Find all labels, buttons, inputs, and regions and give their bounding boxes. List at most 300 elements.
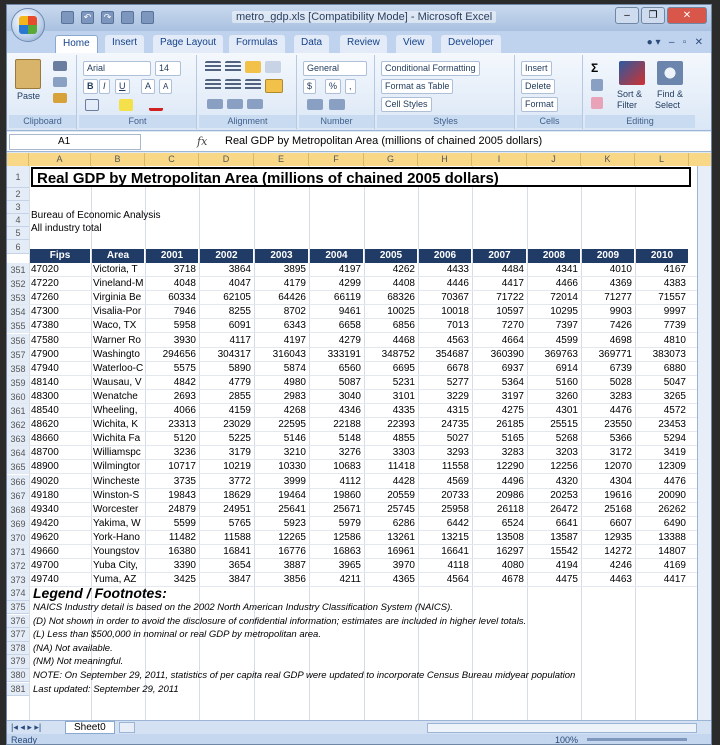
gdp-value-cell[interactable]: 5890 (228, 362, 251, 374)
footnote-text[interactable]: (D) Not shown in order to avoid the disclosure of confidential information; estimates are included in higher level totals. (33, 615, 527, 627)
area-cell[interactable]: Waco, TX (93, 320, 137, 332)
gdp-value-cell[interactable]: 333191 (327, 348, 361, 360)
gdp-value-cell[interactable]: 5366 (609, 433, 632, 445)
gdp-value-cell[interactable]: 3303 (392, 447, 415, 459)
column-header-g[interactable]: G (364, 153, 418, 166)
number-format-select[interactable]: General (303, 61, 367, 76)
row-header[interactable]: 5 (7, 227, 29, 240)
fips-cell[interactable]: 49340 (31, 503, 59, 515)
insert-sheet-icon[interactable] (119, 722, 135, 733)
gdp-value-cell[interactable]: 6678 (446, 362, 469, 374)
row-header[interactable]: 355 (7, 319, 29, 333)
fips-cell[interactable]: 48140 (31, 376, 59, 388)
footnote-text[interactable]: (NA) Not available. (33, 642, 113, 654)
gdp-value-cell[interactable]: 70367 (441, 292, 469, 304)
column-label-area[interactable]: Area (92, 249, 144, 263)
gdp-value-cell[interactable]: 4262 (392, 264, 415, 275)
area-cell[interactable]: Vineland-M (93, 278, 144, 290)
gdp-value-cell[interactable]: 4476 (609, 405, 632, 416)
gdp-value-cell[interactable]: 4304 (609, 475, 632, 487)
format-cells-button[interactable]: Format (521, 97, 558, 112)
footnote-text[interactable]: NAICS Industry detail is based on the 2002 North American Industry Classification System (NAICS). (33, 601, 453, 613)
gdp-value-cell[interactable]: 6880 (663, 362, 686, 374)
gdp-value-cell[interactable]: 26185 (496, 419, 524, 431)
tab-formulas[interactable]: Formulas (229, 35, 285, 53)
gdp-value-cell[interactable]: 4246 (609, 560, 632, 572)
column-header-k[interactable]: K (581, 153, 635, 166)
gdp-value-cell[interactable]: 12309 (658, 461, 686, 473)
gdp-value-cell[interactable]: 14272 (604, 546, 632, 557)
industry-text[interactable]: All industry total (31, 223, 102, 234)
gdp-value-cell[interactable]: 4417 (663, 574, 686, 586)
row-header[interactable]: 362 (7, 418, 29, 432)
gdp-value-cell[interactable]: 26118 (496, 503, 524, 515)
gdp-value-cell[interactable]: 16841 (223, 546, 251, 557)
gdp-value-cell[interactable]: 360390 (490, 348, 524, 360)
conditional-formatting-button[interactable]: Conditional Formatting (381, 61, 480, 76)
gdp-value-cell[interactable]: 4169 (663, 560, 686, 572)
align-middle-icon[interactable] (225, 61, 241, 73)
gdp-value-cell[interactable]: 3293 (446, 447, 469, 459)
gdp-value-cell[interactable]: 5958 (173, 320, 196, 332)
undo-icon[interactable]: ↶ (81, 11, 94, 24)
column-header-i[interactable]: I (472, 153, 527, 166)
legend-title[interactable]: Legend / Footnotes: (33, 585, 167, 602)
gdp-value-cell[interactable]: 5165 (501, 433, 524, 445)
gdp-value-cell[interactable]: 4268 (283, 405, 306, 416)
row-header[interactable]: 364 (7, 446, 29, 460)
gdp-value-cell[interactable]: 15542 (550, 546, 578, 557)
gdp-value-cell[interactable]: 6524 (501, 517, 524, 529)
gdp-value-cell[interactable]: 10295 (550, 306, 578, 318)
row-header[interactable]: 372 (7, 559, 29, 573)
gdp-value-cell[interactable]: 22595 (278, 419, 306, 431)
gdp-value-cell[interactable]: 9997 (663, 306, 686, 318)
gdp-value-cell[interactable]: 24879 (168, 503, 196, 515)
column-header-a[interactable]: A (29, 153, 91, 166)
fips-cell[interactable]: 49660 (31, 546, 59, 557)
footnote-text[interactable]: (L) Less than $500,000 in nominal or real GDP by metropolitan area. (33, 629, 321, 641)
gdp-value-cell[interactable]: 3260 (555, 390, 578, 402)
gdp-value-cell[interactable]: 3283 (501, 447, 524, 459)
gdp-value-cell[interactable]: 5148 (338, 433, 361, 445)
help-controls[interactable]: ● ▾ – ▫ ✕ (646, 37, 703, 48)
gdp-value-cell[interactable]: 3999 (283, 475, 306, 487)
gdp-value-cell[interactable]: 6343 (283, 320, 306, 332)
wrap-text-icon[interactable] (265, 79, 283, 93)
column-label-2003[interactable]: 2003 (255, 249, 308, 263)
area-cell[interactable]: Wausau, V (93, 376, 142, 388)
gdp-value-cell[interactable]: 25671 (333, 503, 361, 515)
gdp-value-cell[interactable]: 14807 (658, 546, 686, 557)
italic-button[interactable]: I (99, 79, 110, 94)
tab-home[interactable]: Home (55, 35, 98, 54)
fips-cell[interactable]: 48300 (31, 390, 59, 402)
gdp-value-cell[interactable]: 6695 (392, 362, 415, 374)
gdp-value-cell[interactable]: 12586 (333, 531, 361, 543)
gdp-value-cell[interactable]: 16380 (168, 546, 196, 557)
gdp-value-cell[interactable]: 3864 (228, 264, 251, 275)
gdp-value-cell[interactable]: 6286 (392, 517, 415, 529)
tab-developer[interactable]: Developer (441, 35, 501, 53)
row-header[interactable]: 378 (7, 642, 29, 656)
fx-icon[interactable]: fx (197, 135, 208, 148)
gdp-value-cell[interactable]: 5979 (338, 517, 361, 529)
gdp-value-cell[interactable]: 6914 (555, 362, 578, 374)
gdp-value-cell[interactable]: 18629 (223, 489, 251, 501)
row-header[interactable]: 363 (7, 432, 29, 446)
grow-font-button[interactable]: A (141, 79, 155, 94)
fips-cell[interactable]: 49740 (31, 574, 59, 586)
column-label-2001[interactable]: 2001 (146, 249, 198, 263)
gdp-value-cell[interactable]: 25745 (387, 503, 415, 515)
gdp-value-cell[interactable]: 5231 (392, 376, 415, 388)
sheet-nav-arrows[interactable]: |◂ ◂ ▸ ▸| (11, 722, 42, 732)
gdp-value-cell[interactable]: 4066 (173, 405, 196, 416)
gdp-value-cell[interactable]: 8255 (228, 306, 251, 318)
column-label-2004[interactable]: 2004 (310, 249, 363, 263)
gdp-value-cell[interactable]: 4211 (339, 574, 361, 586)
gdp-value-cell[interactable]: 4365 (392, 574, 415, 586)
gdp-value-cell[interactable]: 25641 (278, 503, 306, 515)
gdp-value-cell[interactable]: 4779 (228, 376, 251, 388)
gdp-value-cell[interactable]: 4047 (228, 278, 251, 290)
area-cell[interactable]: Virginia Be (93, 292, 142, 304)
gdp-value-cell[interactable]: 5575 (173, 362, 196, 374)
row-header[interactable]: 6 (7, 240, 29, 254)
gdp-value-cell[interactable]: 22188 (333, 419, 361, 431)
area-cell[interactable]: Wenatche (93, 390, 138, 402)
gdp-value-cell[interactable]: 13508 (496, 531, 524, 543)
column-header-e[interactable]: E (254, 153, 309, 166)
fips-cell[interactable]: 49420 (31, 517, 59, 529)
gdp-value-cell[interactable]: 11482 (168, 531, 196, 543)
gdp-value-cell[interactable]: 13587 (550, 531, 578, 543)
gdp-value-cell[interactable]: 20253 (550, 489, 578, 501)
area-cell[interactable]: Visalia-Por (93, 306, 142, 318)
source-text[interactable]: Bureau of Economic Analysis (31, 210, 161, 221)
gdp-value-cell[interactable]: 3229 (446, 390, 469, 402)
gdp-value-cell[interactable]: 19843 (168, 489, 196, 501)
office-button[interactable] (11, 8, 45, 42)
align-bottom-icon[interactable] (245, 61, 261, 73)
gdp-value-cell[interactable]: 8702 (283, 306, 306, 318)
gdp-value-cell[interactable]: 369771 (598, 348, 632, 360)
orientation-icon[interactable] (265, 61, 281, 73)
binoculars-icon[interactable] (657, 61, 683, 85)
fips-cell[interactable]: 49020 (31, 475, 59, 487)
gdp-value-cell[interactable]: 11558 (441, 461, 469, 473)
gdp-value-cell[interactable]: 354687 (435, 348, 469, 360)
area-cell[interactable]: Wincheste (93, 475, 140, 487)
restore-button[interactable]: ❐ (641, 7, 665, 24)
area-cell[interactable]: Yakima, W (93, 517, 141, 529)
gdp-value-cell[interactable]: 26472 (550, 503, 578, 515)
tab-data[interactable]: Data (294, 35, 329, 53)
gdp-value-cell[interactable]: 7426 (609, 320, 632, 332)
gdp-value-cell[interactable]: 3210 (283, 447, 306, 459)
tab-view[interactable]: View (396, 35, 432, 53)
fips-cell[interactable]: 47940 (31, 362, 59, 374)
gdp-value-cell[interactable]: 3735 (173, 475, 196, 487)
gdp-value-cell[interactable]: 4572 (663, 405, 686, 416)
column-label-2005[interactable]: 2005 (365, 249, 417, 263)
fill-color-icon[interactable] (119, 99, 133, 111)
area-cell[interactable]: Victoria, T (93, 264, 138, 275)
row-header[interactable]: 360 (7, 390, 29, 404)
row-header[interactable]: 361 (7, 404, 29, 418)
fips-cell[interactable]: 47020 (31, 264, 59, 275)
gdp-value-cell[interactable]: 4341 (555, 264, 578, 275)
gdp-value-cell[interactable]: 4179 (283, 278, 306, 290)
gdp-value-cell[interactable]: 6856 (392, 320, 415, 332)
gdp-value-cell[interactable]: 19464 (278, 489, 306, 501)
gdp-value-cell[interactable]: 3856 (283, 574, 306, 586)
row-header[interactable]: 375 (7, 601, 29, 615)
area-cell[interactable]: Washingto (93, 348, 140, 360)
column-label-2002[interactable]: 2002 (200, 249, 253, 263)
gdp-value-cell[interactable]: 4315 (446, 405, 469, 416)
gdp-value-cell[interactable]: 9461 (338, 306, 361, 318)
gdp-value-cell[interactable]: 4159 (228, 405, 251, 416)
gdp-value-cell[interactable]: 11588 (223, 531, 251, 543)
gdp-value-cell[interactable]: 3847 (228, 574, 251, 586)
align-center-icon[interactable] (225, 79, 241, 91)
gdp-value-cell[interactable]: 4810 (663, 334, 686, 346)
save-icon[interactable] (61, 11, 74, 24)
increase-indent-icon[interactable] (227, 99, 243, 109)
gdp-value-cell[interactable]: 4468 (392, 334, 415, 346)
gdp-value-cell[interactable]: 304317 (217, 348, 251, 360)
font-size-select[interactable]: 14 (155, 61, 181, 76)
gdp-value-cell[interactable]: 3179 (228, 447, 251, 459)
close-button[interactable]: ✕ (667, 7, 707, 24)
name-box[interactable]: A1 (9, 134, 141, 150)
gdp-value-cell[interactable]: 4463 (609, 574, 632, 586)
gdp-value-cell[interactable]: 2693 (173, 390, 196, 402)
gdp-value-cell[interactable]: 4496 (501, 475, 524, 487)
gdp-value-cell[interactable]: 10219 (223, 461, 251, 473)
gdp-value-cell[interactable]: 4369 (609, 278, 632, 290)
gdp-value-cell[interactable]: 4484 (501, 264, 524, 275)
gdp-value-cell[interactable]: 23453 (658, 419, 686, 431)
gdp-value-cell[interactable]: 6607 (609, 517, 632, 529)
column-header-b[interactable]: B (91, 153, 145, 166)
gdp-value-cell[interactable]: 10330 (278, 461, 306, 473)
area-cell[interactable]: York-Hano (93, 531, 140, 543)
column-label-2010[interactable]: 2010 (636, 249, 688, 263)
gdp-value-cell[interactable]: 3197 (501, 390, 524, 402)
gdp-value-cell[interactable]: 369763 (544, 348, 578, 360)
gdp-value-cell[interactable]: 13261 (387, 531, 415, 543)
filter-label[interactable]: Filter (617, 100, 637, 110)
tab-review[interactable]: Review (340, 35, 387, 53)
gdp-value-cell[interactable]: 6739 (609, 362, 632, 374)
gdp-value-cell[interactable]: 4048 (173, 278, 196, 290)
gdp-value-cell[interactable]: 12935 (604, 531, 632, 543)
column-header-j[interactable]: J (527, 153, 581, 166)
gdp-value-cell[interactable]: 383073 (652, 348, 686, 360)
comma-button[interactable]: , (345, 79, 356, 94)
decrease-decimal-icon[interactable] (329, 99, 345, 110)
gdp-value-cell[interactable]: 10717 (168, 461, 196, 473)
gdp-value-cell[interactable]: 7270 (501, 320, 524, 332)
area-cell[interactable]: Warner Ro (93, 334, 141, 346)
gdp-value-cell[interactable]: 10683 (333, 461, 361, 473)
row-header[interactable]: 358 (7, 362, 29, 376)
gdp-value-cell[interactable]: 22393 (387, 419, 415, 431)
row-header[interactable]: 380 (7, 669, 29, 683)
gdp-value-cell[interactable]: 6091 (228, 320, 251, 332)
horizontal-scrollbar[interactable] (427, 723, 697, 733)
gdp-value-cell[interactable]: 7739 (663, 320, 686, 332)
gdp-value-cell[interactable]: 4117 (229, 334, 251, 346)
gdp-value-cell[interactable]: 3040 (338, 390, 361, 402)
gdp-value-cell[interactable]: 3265 (663, 390, 686, 402)
align-top-icon[interactable] (205, 61, 221, 73)
gdp-value-cell[interactable]: 3895 (283, 264, 306, 275)
cell-styles-button[interactable]: Cell Styles (381, 97, 432, 112)
area-cell[interactable]: Wichita Fa (93, 433, 141, 445)
gdp-value-cell[interactable]: 5120 (173, 433, 196, 445)
fips-cell[interactable]: 48700 (31, 447, 59, 459)
gdp-value-cell[interactable]: 4118 (447, 560, 469, 572)
row-header[interactable]: 356 (7, 334, 29, 348)
gdp-value-cell[interactable]: 5923 (283, 517, 306, 529)
gdp-value-cell[interactable]: 20733 (441, 489, 469, 501)
gdp-value-cell[interactable]: 4428 (392, 475, 415, 487)
gdp-value-cell[interactable]: 19616 (604, 489, 632, 501)
fips-cell[interactable]: 47580 (31, 334, 59, 346)
gdp-value-cell[interactable]: 348752 (381, 348, 415, 360)
gdp-value-cell[interactable]: 16776 (278, 546, 306, 557)
paste-button-label[interactable]: Paste (17, 91, 41, 101)
minimize-button[interactable]: – (615, 7, 639, 24)
fips-cell[interactable]: 47260 (31, 292, 59, 304)
gdp-value-cell[interactable]: 3101 (392, 390, 415, 402)
gdp-value-cell[interactable]: 5277 (446, 376, 469, 388)
gdp-value-cell[interactable]: 12290 (496, 461, 524, 473)
area-cell[interactable]: Wilmingtor (93, 461, 141, 473)
gdp-value-cell[interactable]: 2855 (228, 390, 251, 402)
gdp-value-cell[interactable]: 19860 (333, 489, 361, 501)
gdp-value-cell[interactable]: 4855 (392, 433, 415, 445)
column-label-2009[interactable]: 2009 (582, 249, 634, 263)
area-cell[interactable]: Winston-S (93, 489, 140, 501)
gdp-value-cell[interactable]: 5160 (555, 376, 578, 388)
area-cell[interactable]: Worcester (93, 503, 139, 515)
area-cell[interactable]: Yuba City, (93, 560, 138, 572)
gdp-value-cell[interactable]: 6560 (338, 362, 361, 374)
gdp-value-cell[interactable]: 71722 (496, 292, 524, 304)
gdp-value-cell[interactable]: 4346 (338, 405, 361, 416)
fips-cell[interactable]: 49620 (31, 531, 59, 543)
gdp-value-cell[interactable]: 5765 (228, 517, 251, 529)
gdp-value-cell[interactable]: 5027 (446, 433, 469, 445)
footnote-text[interactable]: Last updated: September 29, 2011 (33, 683, 179, 695)
gdp-value-cell[interactable]: 10597 (496, 306, 524, 318)
row-header[interactable]: 379 (7, 655, 29, 669)
gdp-value-cell[interactable]: 4569 (446, 475, 469, 487)
align-left-icon[interactable] (205, 79, 221, 91)
sheet-tab-sheet0[interactable]: Sheet0 (65, 721, 115, 734)
gdp-value-cell[interactable]: 6490 (663, 517, 686, 529)
gdp-value-cell[interactable]: 5268 (555, 433, 578, 445)
area-cell[interactable]: Wheeling, (93, 405, 138, 416)
column-header-d[interactable]: D (199, 153, 254, 166)
select-label[interactable]: Select (655, 100, 681, 110)
gdp-value-cell[interactable]: 64426 (278, 292, 306, 304)
gdp-value-cell[interactable]: 20090 (658, 489, 686, 501)
insert-cells-button[interactable]: Insert (521, 61, 552, 76)
gdp-value-cell[interactable]: 23029 (223, 419, 251, 431)
row-header[interactable]: 374 (7, 587, 29, 601)
gdp-value-cell[interactable]: 294656 (162, 348, 196, 360)
row-header[interactable]: 366 (7, 475, 29, 489)
gdp-value-cell[interactable]: 10025 (387, 306, 415, 318)
gdp-value-cell[interactable]: 20986 (496, 489, 524, 501)
increase-decimal-icon[interactable] (307, 99, 323, 110)
gdp-value-cell[interactable]: 7946 (173, 306, 196, 318)
fips-cell[interactable]: 48900 (31, 461, 59, 473)
select-all-corner[interactable] (7, 153, 29, 166)
gdp-value-cell[interactable]: 60334 (168, 292, 196, 304)
gdp-value-cell[interactable]: 71277 (604, 292, 632, 304)
gdp-value-cell[interactable]: 6937 (501, 362, 524, 374)
row-header[interactable]: 357 (7, 348, 29, 362)
gdp-value-cell[interactable]: 24951 (223, 503, 251, 515)
gdp-value-cell[interactable]: 4383 (663, 278, 686, 290)
column-header-c[interactable]: C (145, 153, 199, 166)
merge-center-icon[interactable] (247, 99, 263, 109)
gdp-value-cell[interactable]: 20559 (387, 489, 415, 501)
gdp-value-cell[interactable]: 5047 (663, 376, 686, 388)
gdp-value-cell[interactable]: 4698 (609, 334, 632, 346)
row-header[interactable]: 352 (7, 277, 29, 291)
percent-button[interactable]: % (325, 79, 341, 94)
gdp-value-cell[interactable]: 7397 (555, 320, 578, 332)
gdp-value-cell[interactable]: 12265 (278, 531, 306, 543)
gdp-value-cell[interactable]: 4842 (173, 376, 196, 388)
gdp-value-cell[interactable]: 11418 (387, 461, 415, 473)
gdp-value-cell[interactable]: 25168 (604, 503, 632, 515)
area-cell[interactable]: Yuma, AZ (93, 574, 137, 586)
row-header[interactable]: 354 (7, 305, 29, 319)
gdp-value-cell[interactable]: 5364 (501, 376, 524, 388)
fips-cell[interactable]: 48660 (31, 433, 59, 445)
gdp-value-cell[interactable]: 6658 (338, 320, 361, 332)
gdp-value-cell[interactable]: 5087 (338, 376, 361, 388)
bold-button[interactable]: B (83, 79, 98, 94)
gdp-value-cell[interactable]: 12070 (604, 461, 632, 473)
gdp-value-cell[interactable]: 4564 (446, 574, 469, 586)
fips-cell[interactable]: 47300 (31, 306, 59, 318)
gdp-value-cell[interactable]: 5225 (228, 433, 251, 445)
gdp-value-cell[interactable]: 9903 (609, 306, 632, 318)
decrease-indent-icon[interactable] (207, 99, 223, 109)
gdp-value-cell[interactable]: 3236 (173, 447, 196, 459)
column-header-l[interactable]: L (635, 153, 689, 166)
gdp-value-cell[interactable]: 16863 (333, 546, 361, 557)
gdp-value-cell[interactable]: 62105 (223, 292, 251, 304)
font-name-select[interactable]: Arial (83, 61, 151, 76)
gdp-value-cell[interactable]: 3172 (609, 447, 632, 459)
row-header[interactable]: 370 (7, 531, 29, 545)
gdp-value-cell[interactable]: 4599 (555, 334, 578, 346)
footnote-text[interactable]: NOTE: On September 29, 2011, statistics of per capita real GDP were updated to incorporate Census Bureau midyear population (33, 669, 576, 681)
fips-cell[interactable]: 49180 (31, 489, 59, 501)
gdp-value-cell[interactable]: 3283 (609, 390, 632, 402)
